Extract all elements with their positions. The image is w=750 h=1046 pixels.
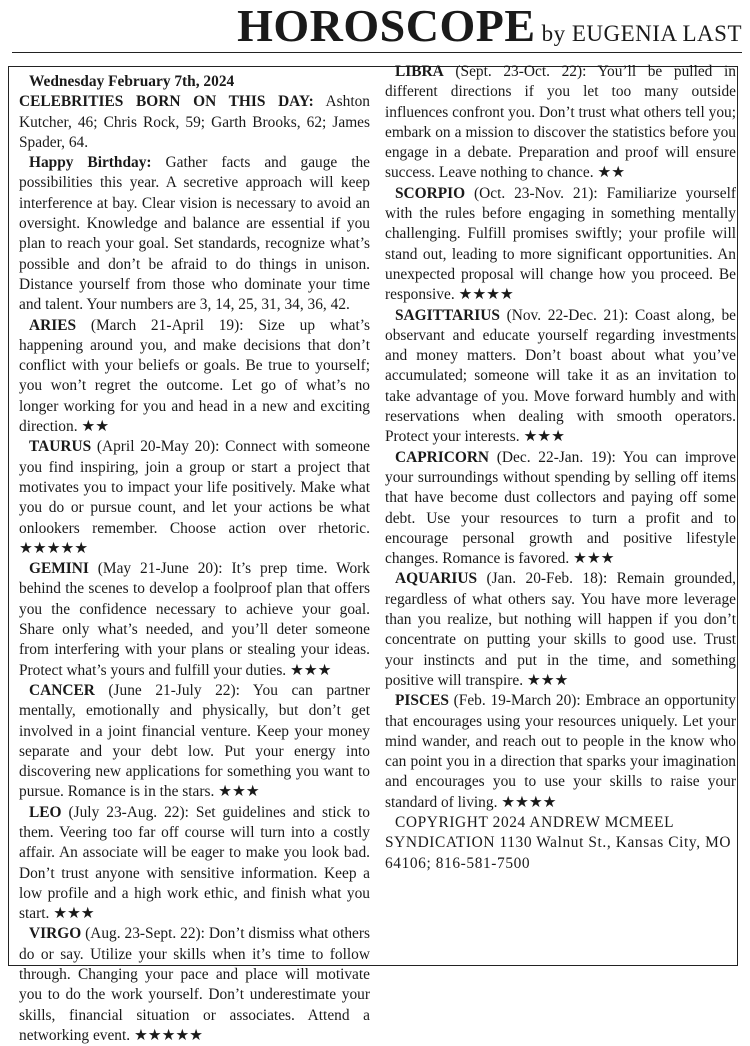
left-column bbox=[19, 72, 370, 1046]
sign-dates: (April 20-May 20): bbox=[91, 438, 220, 456]
sign-capricorn bbox=[385, 448, 736, 570]
birthday-paragraph bbox=[19, 153, 370, 315]
right-column bbox=[385, 62, 736, 874]
sign-dates: (Dec. 22-Jan. 19): bbox=[489, 448, 616, 466]
sign-pisces bbox=[385, 691, 736, 813]
sign-name: VIRGO bbox=[29, 925, 82, 943]
sign-text: Don’t dismiss what others do or say. Utilize your skills when it’s time to follow through. Changing your pace and place will motivate you to do the work yourself. Don’t underestimate your skills, financial situation or associates. Attend a networking event. ★★★★★ bbox=[19, 925, 370, 1044]
masthead bbox=[12, 0, 742, 53]
sign-aquarius bbox=[385, 569, 736, 691]
sign-name: CANCER bbox=[29, 681, 95, 699]
sign-name: SAGITTARIUS bbox=[395, 306, 500, 324]
sign-text: You can partner mentally, emotionally and physically, but don’t get involved in a joint financial venture. Keep your money separate and your debt low. Put your energy into discovering new applications for something you want to pursue. Romance is in the stars. ★★★ bbox=[19, 681, 370, 801]
sign-dates: (Sept. 23-Oct. 22): bbox=[443, 63, 587, 80]
sign-scorpio bbox=[385, 184, 736, 306]
sign-name: PISCES bbox=[395, 692, 449, 710]
sign-name: LIBRA bbox=[395, 63, 444, 80]
sign-text: Set guidelines and stick to them. Veering too far off course will turn into a costly affair. An associate will be eager to make you look bad. Don’t trust anyone with sensitive information. Keep a low profile and a high work ethic, and finish what you start. ★★★ bbox=[19, 803, 370, 923]
sign-dates: (Nov. 22-Dec. 21): bbox=[499, 306, 629, 324]
sign-name: SCORPIO bbox=[395, 184, 466, 202]
sign-dates: (March 21-April 19): bbox=[76, 316, 244, 334]
sign-dates: (June 21-July 22): bbox=[94, 681, 240, 699]
sign-libra bbox=[385, 62, 736, 184]
sign-text: You’ll be pulled in different directions if you let too many outside influences confront you. Don’t trust what others tell you; embark on a mission to discover the statistics before you engage in a debate. Preparation and proof will ensure success. Leave nothing to chance. ★★ bbox=[385, 63, 736, 182]
sign-dates: (May 21-June 20): bbox=[88, 560, 223, 578]
sign-text: Remain grounded, regardless of what others say. You have more leverage than you realize, but nothing will happen if you don’t concentrate on putting your skills to good use. Trust your instincts and put in the time, and something positive will transpire. ★★★ bbox=[385, 570, 736, 689]
sign-dates: (July 23-Aug. 22): bbox=[61, 803, 189, 821]
sign-name: CAPRICORN bbox=[395, 448, 490, 466]
celebrities-label: CELEBRITIES BORN ON THIS DAY: bbox=[19, 93, 314, 111]
sign-text: Connect with someone you find inspiring, join a group or start a project that motivates you to impact your life positively. Make what you do or pursue count, and let your actions be what onlookers remember. Choose action over rhetoric. ★★★★★ bbox=[19, 438, 370, 557]
sign-name: LEO bbox=[29, 803, 62, 821]
sign-dates: (Aug. 23-Sept. 22): bbox=[81, 925, 205, 943]
horoscope-box bbox=[8, 63, 738, 1044]
byline: by EUGENIA LAST bbox=[541, 21, 742, 46]
sign-gemini bbox=[19, 559, 370, 681]
sign-dates: (Jan. 20-Feb. 18): bbox=[477, 570, 608, 588]
date-line: Wednesday February 7th, 2024 bbox=[29, 73, 235, 90]
sign-virgo bbox=[19, 924, 370, 1046]
celebrities-paragraph bbox=[19, 92, 370, 153]
sign-leo bbox=[19, 803, 370, 925]
sign-name: ARIES bbox=[29, 316, 77, 334]
sign-taurus bbox=[19, 437, 370, 559]
sign-text: Size up what’s happening around you, and make decisions that don’t conflict with your beliefs or goals. Be true to yourself; you won’t regret the outcome. Let go of what’s no longer working for you and head in a new and exciting direction. ★★ bbox=[19, 316, 370, 436]
birthday-label: Happy Birthday: bbox=[29, 154, 152, 172]
copyright-notice: COPYRIGHT 2024 ANDREW MCMEEL SYNDICATION 1130 Walnut St., Kansas City, MO 64106; 816-581-7500 bbox=[385, 813, 732, 872]
sign-aries bbox=[19, 316, 370, 438]
sign-name: AQUARIUS bbox=[395, 570, 478, 588]
sign-dates: (Feb. 19-March 20): bbox=[448, 692, 581, 710]
birthday-text: Gather facts and gauge the possibilities this year. A secretive approach will keep interference at bay. Clear vision is necessary to avoid an oversight. Knowledge and balance are essential if you plan to reach your goal. Set standards, recognize what’s possible and don’t be afraid to do things in unison. Distance yourself from those who dominate your time and talent. Your numbers are 3, 14, 25, 31, 34, 36, 42. bbox=[19, 154, 370, 314]
celebrities-text: Ashton Kutcher, 46; Chris Rock, 59; Garth Brooks, 62; James Spader, 64. bbox=[19, 93, 370, 151]
sign-text: You can improve your surroundings without spending by selling off items that have become dust collectors and paying off some debt. Use your resources to turn a profit and to encourage personal growth and positive lifestyle changes. Romance is favored. ★★★ bbox=[385, 448, 736, 568]
sign-text: Coast along, be observant and educate yourself regarding investments and money matters. Don’t boast about what you’ve accumulated; someone will take it as an invitation to take advantage of you. Move forward humbly and with reservations when dealing with smooth operators. Protect your interests. ★★★ bbox=[385, 306, 737, 446]
sign-text: Familiarize yourself with the rules before engaging in something mentally challenging. Fulfill promises swiftly; your profile will stand out, leading to more significant opportunities. An unexpected proposal will change how you proceed. Be responsive. ★★★★ bbox=[385, 184, 737, 304]
sign-sagittarius bbox=[385, 306, 736, 448]
sign-name: TAURUS bbox=[29, 438, 92, 456]
sign-dates: (Oct. 23-Nov. 21): bbox=[465, 184, 598, 202]
sign-cancer bbox=[19, 681, 370, 803]
page-title: HOROSCOPE bbox=[237, 0, 536, 51]
sign-text: It’s prep time. Work behind the scenes to develop a foolproof plan that offers you the confidence necessary to achieve your goal. Share only what’s needed, and you’ll deter someone from interfering with your plans or stealing your ideas. Protect what’s yours and fulfill your duties. ★★★ bbox=[19, 560, 370, 679]
sign-name: GEMINI bbox=[29, 560, 89, 578]
sign-text: Embrace an opportunity that encourages using your resources uniquely. Let your mind wander, and reach out to people in the know who can point you in a direction that sparks your imagination and encourages you to use your skills to raise your standard of living. ★★★★ bbox=[385, 692, 737, 811]
